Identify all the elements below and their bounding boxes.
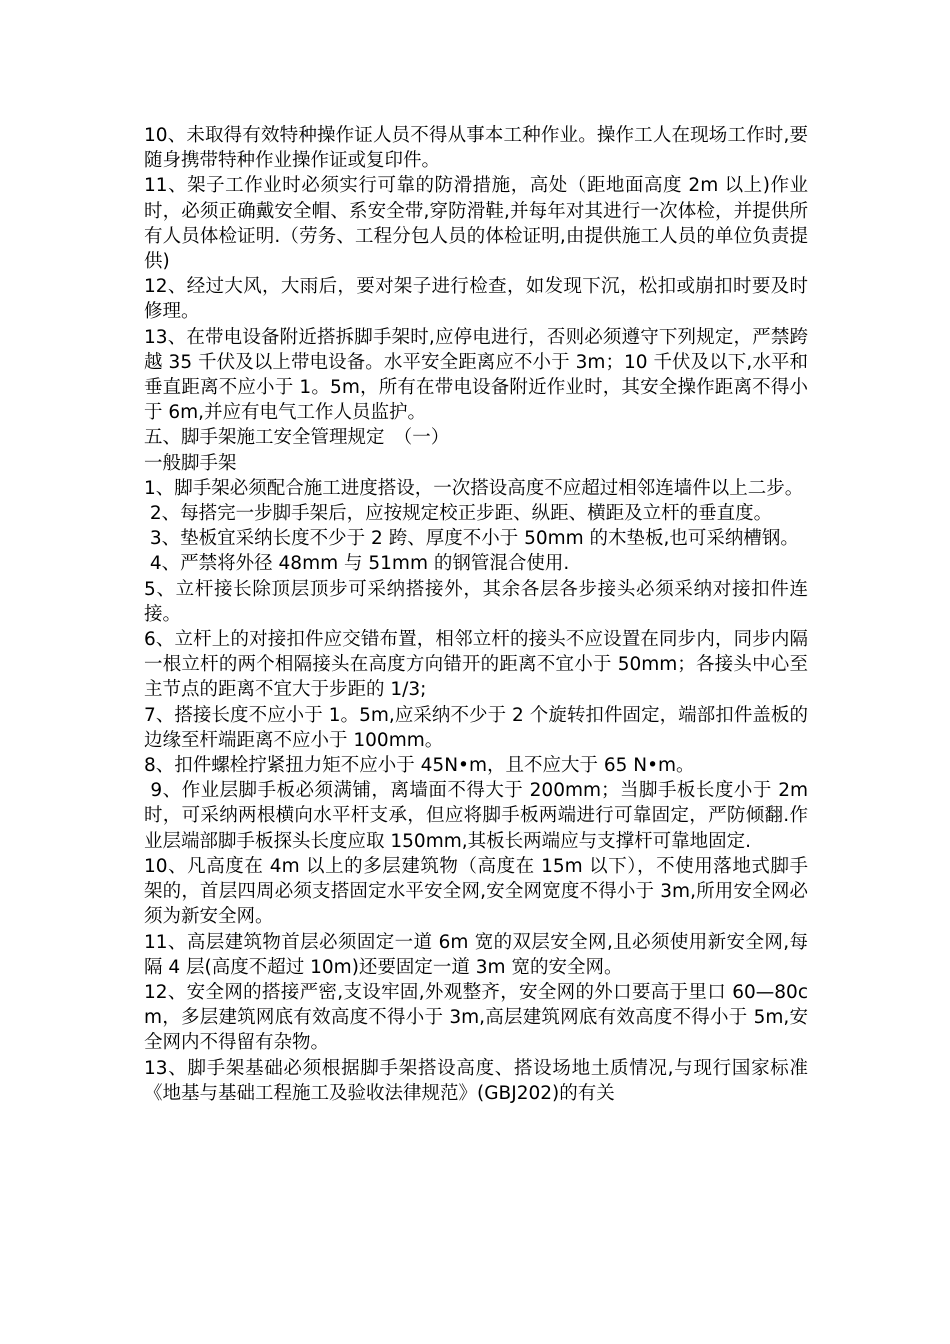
- rule-11: 11、高层建筑物首层必须固定一道 6m 宽的双层安全网,且必须使用新安全网,每隔 4 层(高度不超过 10m)还要固定一道 3m 宽的安全网。: [144, 931, 808, 978]
- rule-8: 8、扣件螺栓拧紧扭力矩不应小于 45N•m，且不应大于 65 N•m。: [144, 755, 695, 777]
- rule-10: 10、凡高度在 4m 以上的多层建筑物（高度在 15m 以下），不使用落地式脚手架的，首层四周必须支搭固定水平安全网,安全网宽度不得小于 3m,所用安全网必须为新安全网。: [144, 855, 808, 928]
- rule-2: 2、每搭完一步脚手架后，应按规定校正步距、纵距、横距及立杆的垂直度。: [144, 503, 773, 525]
- paragraph-12-inspection-after-storm: 12、经过大风，大雨后，要对架子进行检查，如发现下沉，松扣或崩扣时要及时修理。: [144, 276, 808, 323]
- paragraph-10-special-certificate: 10、未取得有效特种操作证人员不得从事本工种作业。操作工人在现场工作时,要随身携带特种作业操作证或复印件。: [144, 125, 808, 172]
- rule-13: 13、脚手架基础必须根据脚手架搭设高度、搭设场地土质情况,与现行国家标准《地基与基础工程施工及验收法律规范》(GBJ202)的有关: [144, 1057, 808, 1104]
- subsection-heading: 一般脚手架: [144, 452, 237, 474]
- rule-4: 4、严禁将外径 48mm 与 51mm 的钢管混合使用.: [144, 553, 570, 575]
- rule-5: 5、立杆接长除顶层顶步可采纳搭接外，其余各层各步接头必须采纳对接扣件连接。: [144, 578, 808, 625]
- rule-6: 6、立杆上的对接扣件应交错布置，相邻立杆的接头不应设置在同步内，同步内隔一根立杆的两个相隔接头在高度方向错开的距离不宜小于 50mm；各接头中心至主节点的距离不宜大于步距的 1/3;: [144, 629, 808, 701]
- rule-12: 12、安全网的搭接严密,支设牢固,外观整齐，安全网的外口要高于里口 60—80cm，多层建筑网底有效高度不得小于 3m,高层建筑网底有效高度不得小于 5m,安全网内不得留有杂物。: [144, 981, 808, 1054]
- rule-1: 1、脚手架必须配合施工进度搭设，一次搭设高度不应超过相邻连墙件以上二步。: [144, 477, 804, 499]
- section-heading: 五、脚手架施工安全管理规定 （一）: [144, 427, 450, 449]
- rule-3: 3、垫板宜采纳长度不少于 2 跨、厚度不小于 50mm 的木垫板,也可采纳槽钢。: [144, 528, 799, 550]
- paragraph-13-live-equipment: 13、在带电设备附近搭拆脚手架时,应停电进行，否则必须遵守下列规定，严禁跨越 35 千伏及以上带电设备。水平安全距离应不小于 3m；10 千伏及以下,水平和垂直距离不应小于 1。5m，所有在带电设备附近作业时，其安全操作距离不得小于 6m,并应有电气工作人员监护。: [144, 326, 808, 424]
- rule-9: 9、作业层脚手板必须满铺，离墙面不得大于 200mm；当脚手板长度小于 2m 时，可采纳两根横向水平杆支承，但应将脚手板两端进行可靠固定，严防倾翻.作业层端部脚手板探头长度应取 150mm,其板长两端应与支撑杆可靠地固定.: [144, 780, 814, 852]
- rule-7: 7、搭接长度不应小于 1。5m,应采纳不少于 2 个旋转扣件固定，端部扣件盖板的边缘至杆端距离不应小于 100mm。: [144, 704, 808, 751]
- document-body: [144, 123, 814, 1106]
- paragraph-11-anti-slip-measures: 11、架子工作业时必须实行可靠的防滑措施，高处（距地面高度 2m 以上)作业时，必须正确戴安全帽、系安全带,穿防滑鞋,并每年对其进行一次体检，并提供所有人员体检证明.（劳务、工程分包人员的体检证明,由提供施工人员的单位负责提供): [144, 175, 808, 273]
